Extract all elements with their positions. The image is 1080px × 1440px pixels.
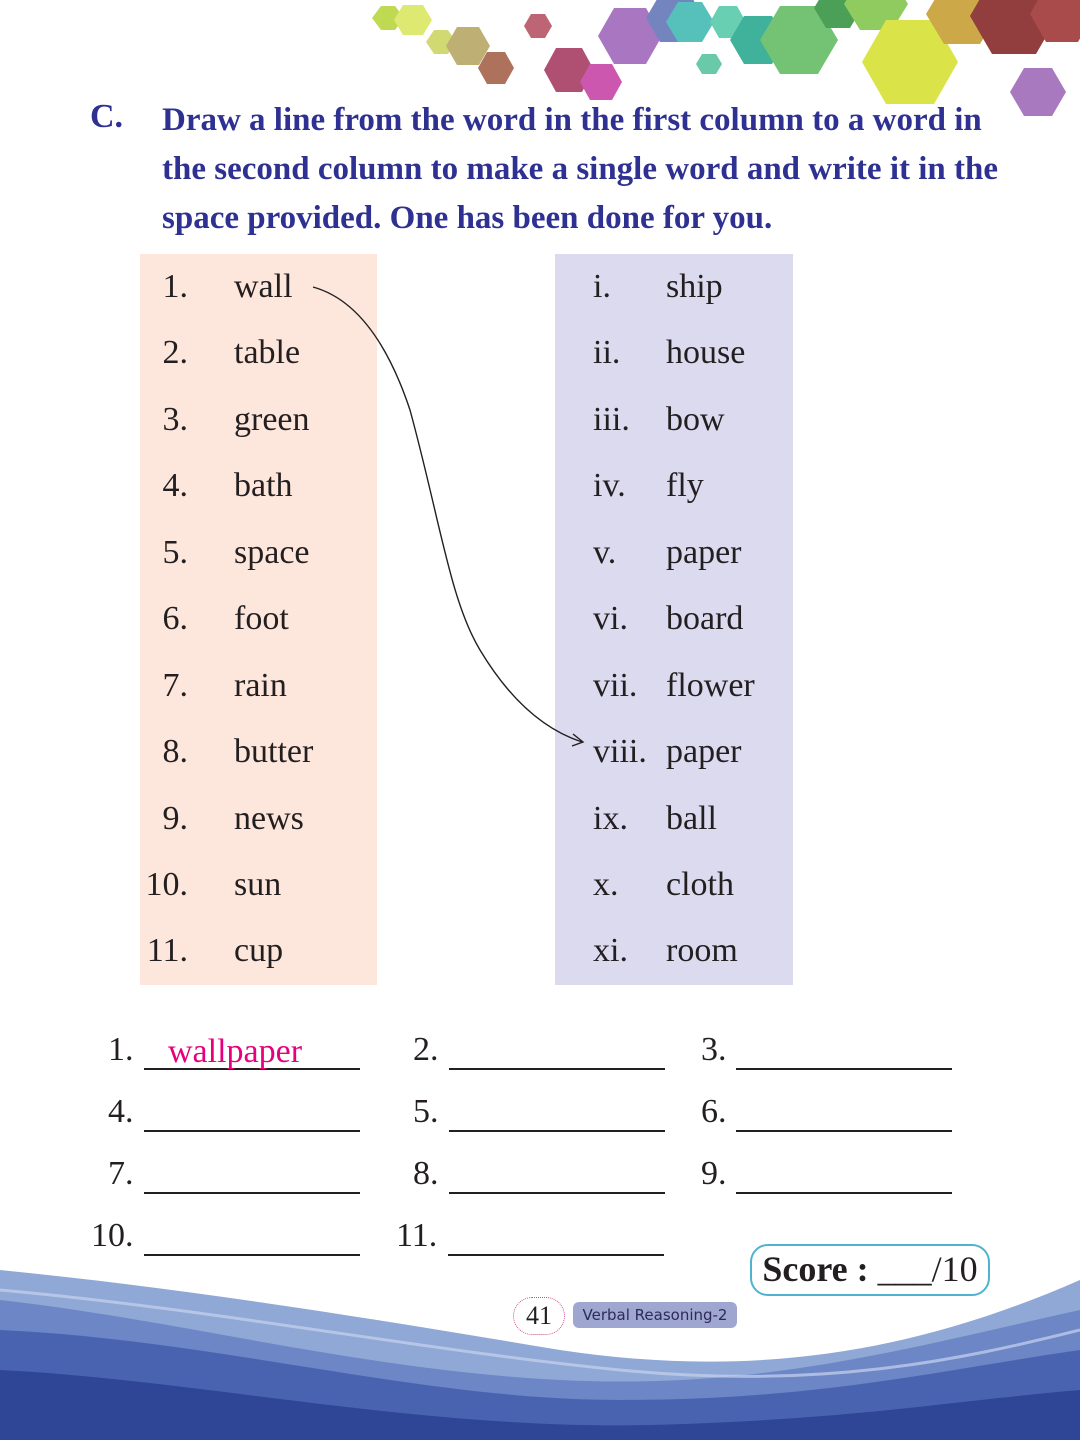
answer-number: 10.	[91, 1217, 134, 1254]
answer-line	[108, 1154, 134, 1194]
item-word: board	[666, 600, 744, 637]
item-numeral: iv.	[593, 467, 626, 504]
item-number: 9.	[162, 800, 188, 837]
item-word: ball	[666, 800, 717, 837]
column-a-item	[140, 852, 377, 918]
item-word: news	[234, 800, 304, 837]
answer-number: 7.	[108, 1155, 134, 1192]
question-letter: C.	[90, 98, 124, 135]
answer-line	[701, 1154, 727, 1194]
answer-line	[396, 1216, 437, 1256]
answer-number: 2.	[413, 1031, 439, 1068]
question-instruction: Draw a line from the word in the first column to a word in the second column to make a single word and write it in the space provided. One has been done for you.	[162, 102, 998, 236]
answer-line	[91, 1216, 134, 1256]
item-word: paper	[666, 534, 742, 571]
item-word: bow	[666, 401, 725, 438]
page-number: 41	[513, 1297, 565, 1335]
item-word: table	[234, 334, 301, 371]
item-word: wall	[234, 268, 293, 305]
answer-line	[413, 1030, 439, 1070]
answer-blank[interactable]	[449, 1154, 665, 1194]
answer-number: 5.	[413, 1093, 439, 1130]
item-numeral: x.	[593, 866, 619, 903]
item-number: 2.	[162, 334, 188, 371]
item-numeral: xi.	[593, 932, 628, 969]
item-word: space	[234, 534, 310, 571]
answer-blank[interactable]	[144, 1216, 360, 1256]
answer-blank[interactable]	[736, 1030, 952, 1070]
answer-number: 9.	[701, 1155, 727, 1192]
item-word: foot	[234, 600, 289, 637]
item-word: fly	[666, 467, 704, 504]
item-numeral: ii.	[593, 334, 621, 371]
column-a-item	[140, 586, 377, 652]
score-value: ___/10	[877, 1249, 978, 1289]
score-label: Score :	[762, 1249, 869, 1289]
item-numeral: vi.	[593, 600, 628, 637]
answer-blank[interactable]	[144, 1030, 360, 1070]
item-numeral: iii.	[593, 401, 630, 438]
column-a-item	[140, 254, 377, 320]
score-box	[750, 1244, 990, 1296]
item-word: ship	[666, 268, 723, 305]
answer-line	[413, 1154, 439, 1194]
answer-number: 8.	[413, 1155, 439, 1192]
answer-number: 4.	[108, 1093, 134, 1130]
item-number: 5.	[162, 534, 188, 571]
item-word: cloth	[666, 866, 734, 903]
item-word: bath	[234, 467, 293, 504]
answer-line	[108, 1030, 303, 1070]
item-number: 8.	[162, 733, 188, 770]
item-numeral: vii.	[593, 667, 638, 704]
answer-blank[interactable]	[449, 1092, 665, 1132]
answer-blank[interactable]	[144, 1092, 360, 1132]
item-numeral: viii.	[593, 733, 647, 770]
answer-number: 6.	[701, 1093, 727, 1130]
answer-text: wallpaper	[168, 1033, 303, 1070]
answer-blank[interactable]	[736, 1092, 952, 1132]
answer-blank[interactable]	[449, 1030, 665, 1070]
answer-number: 1.	[108, 1031, 134, 1068]
item-number: 11.	[146, 932, 188, 969]
item-word: room	[666, 932, 738, 969]
answer-number: 3.	[701, 1031, 727, 1068]
answer-line	[108, 1092, 134, 1132]
answer-line	[701, 1030, 727, 1070]
item-word: sun	[234, 866, 282, 903]
answer-blank[interactable]	[144, 1154, 360, 1194]
item-number: 4.	[162, 467, 188, 504]
column-a-item	[140, 520, 377, 586]
column-a-item	[140, 918, 377, 984]
item-word: green	[234, 401, 310, 438]
item-word: house	[666, 334, 746, 371]
item-numeral: i.	[593, 268, 611, 305]
answer-blank[interactable]	[448, 1216, 664, 1256]
column-a-item	[140, 786, 377, 852]
item-number: 1.	[162, 268, 188, 305]
item-word: cup	[234, 932, 284, 969]
column-b	[555, 254, 793, 985]
book-title: Verbal Reasoning-2	[573, 1302, 737, 1328]
item-number: 10.	[145, 866, 188, 903]
column-a	[140, 254, 377, 985]
item-number: 6.	[162, 600, 188, 637]
item-numeral: ix.	[593, 800, 628, 837]
item-numeral: v.	[593, 534, 617, 571]
answer-blank[interactable]	[736, 1154, 952, 1194]
item-number: 7.	[162, 667, 188, 704]
column-a-item	[140, 453, 377, 519]
column-a-item	[140, 387, 377, 453]
answer-line	[413, 1092, 439, 1132]
item-word: paper	[666, 733, 742, 770]
item-word: flower	[666, 667, 755, 704]
answer-line	[701, 1092, 727, 1132]
answer-number: 11.	[396, 1217, 438, 1254]
column-a-item	[140, 719, 377, 785]
column-a-item	[140, 320, 377, 386]
item-number: 3.	[162, 401, 188, 438]
item-word: butter	[234, 733, 314, 770]
column-a-item	[140, 653, 377, 719]
item-word: rain	[234, 667, 287, 704]
